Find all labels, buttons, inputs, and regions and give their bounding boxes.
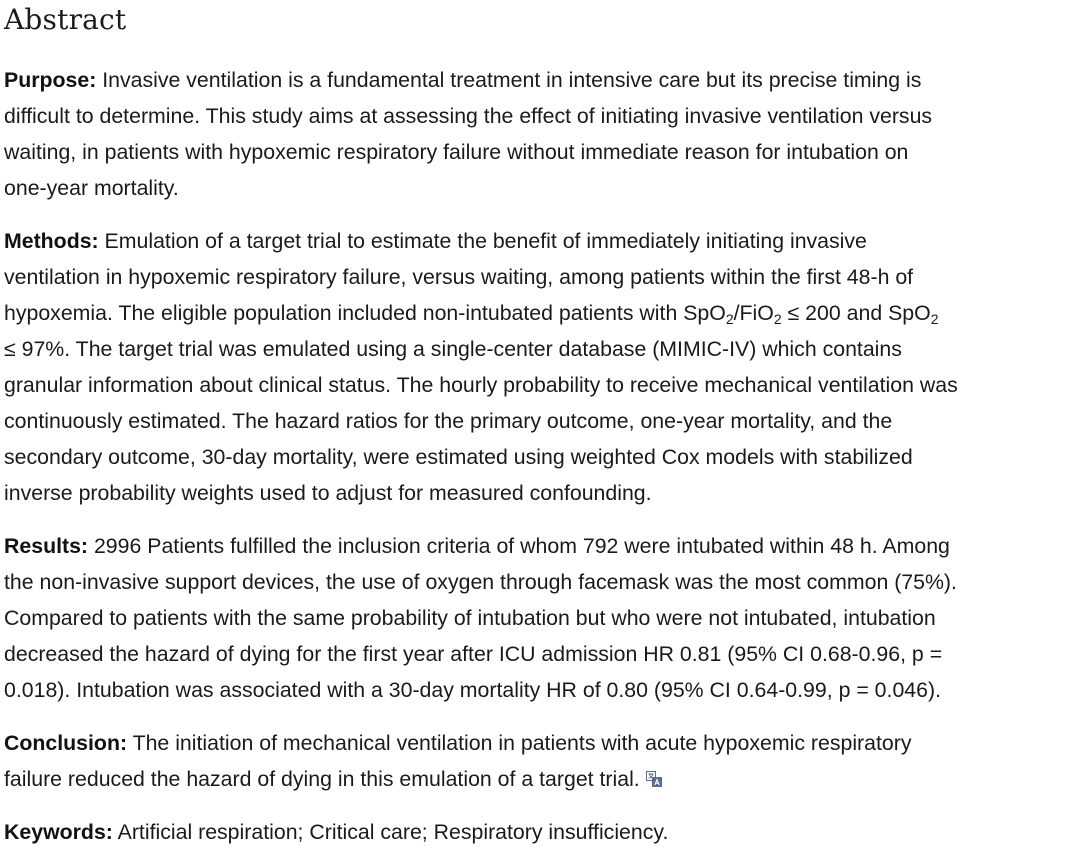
methods-paragraph — [4, 223, 1080, 511]
conclusion-paragraph — [4, 725, 1080, 797]
purpose-line-4: one-year mortality. — [4, 176, 179, 200]
methods-line-3 — [4, 295, 1080, 331]
translate-icon[interactable] — [646, 762, 662, 778]
fio2-subscript: 2 — [773, 311, 782, 327]
methods-line-2: ventilation in hypoxemic respiratory failure, versus waiting, among patients within the first 48-h of — [4, 265, 914, 289]
conclusion-line-1: The initiation of mechanical ventilation in patients with acute hypoxemic respiratory — [127, 731, 912, 755]
results-line-3: Compared to patients with the same probability of intubation but who were not intubated, intubation — [4, 606, 936, 630]
methods-line-5: granular information about clinical status. The hourly probability to receive mechanical ventilation was — [4, 373, 958, 397]
abstract-page — [0, 4, 1080, 854]
spo2-subscript-2: 2 — [930, 311, 939, 327]
keywords-label: Keywords: — [4, 820, 113, 844]
results-line-5: 0.018). Intubation was associated with a 30-day mortality HR of 0.80 (95% CI 0.64-0.99, p = 0.046). — [4, 678, 941, 702]
results-line-1: 2996 Patients fulfilled the inclusion criteria of whom 792 were intubated within 48 h. Among — [88, 534, 950, 558]
purpose-paragraph — [4, 62, 1080, 206]
purpose-line-2: difficult to determine. This study aims at assessing the effect of initiating invasive ventilation versus — [4, 104, 933, 128]
keywords-paragraph — [4, 814, 1080, 850]
methods-line-1: Emulation of a target trial to estimate the benefit of immediately initiating invasive — [98, 229, 867, 253]
spo2-subscript: 2 — [725, 311, 734, 327]
conclusion-label: Conclusion: — [4, 731, 128, 755]
keywords-text: Artificial respiration; Critical care; Respiratory insufficiency. — [112, 820, 669, 844]
conclusion-line-2: failure reduced the hazard of dying in this emulation of a target trial. — [4, 767, 640, 791]
results-line-2: the non-invasive support devices, the use of oxygen through facemask was the most common (75%). — [4, 570, 957, 594]
results-paragraph — [4, 528, 1080, 708]
methods-line-3-b: /FiO — [733, 301, 774, 325]
purpose-label: Purpose: — [4, 68, 97, 92]
purpose-line-1: Invasive ventilation is a fundamental treatment in intensive care but its precise timing is — [96, 68, 922, 92]
purpose-line-3: waiting, in patients with hypoxemic respiratory failure without immediate reason for intubation on — [4, 140, 909, 164]
methods-line-8: inverse probability weights used to adjust for measured confounding. — [4, 481, 652, 505]
methods-line-7: secondary outcome, 30-day mortality, were estimated using weighted Cox models with stabilized — [4, 445, 913, 469]
results-line-4: decreased the hazard of dying for the first year after ICU admission HR 0.81 (95% CI 0.68-0.96, p = — [4, 642, 943, 666]
page-title: Abstract — [4, 3, 127, 36]
methods-line-3-a: hypoxemia. The eligible population included non-intubated patients with SpO — [4, 301, 726, 325]
results-label: Results: — [4, 534, 89, 558]
methods-line-4: ≤ 97%. The target trial was emulated using a single-center database (MIMIC-IV) which contains — [4, 337, 902, 361]
methods-line-6: continuously estimated. The hazard ratios for the primary outcome, one-year mortality, and the — [4, 409, 893, 433]
methods-label: Methods: — [4, 229, 99, 253]
methods-line-3-c: ≤ 200 and SpO — [781, 301, 931, 325]
